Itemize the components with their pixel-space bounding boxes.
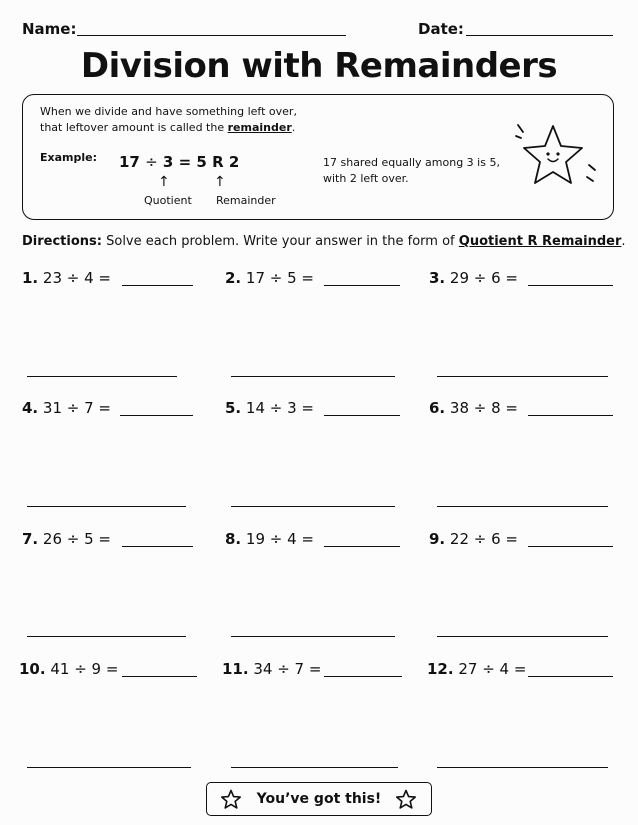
problem-expression: 26 ÷ 5 = [42, 530, 111, 548]
work-line-8[interactable] [231, 636, 395, 637]
problem-expression: 31 ÷ 7 = [42, 399, 111, 417]
answer-line-2[interactable] [324, 285, 400, 286]
remainder-term: remainder [227, 121, 292, 134]
problem-number: 2. [225, 269, 242, 287]
example-divide-sign: ÷ [145, 153, 158, 171]
problem-expression: 17 ÷ 5 = [245, 269, 314, 287]
answer-line-12[interactable] [528, 676, 613, 677]
problem-number: 11. [222, 660, 249, 678]
answer-line-10[interactable] [122, 676, 197, 677]
intro-text [40, 104, 297, 136]
directions-label: Directions: [22, 234, 102, 249]
problem-number: 4. [22, 399, 39, 417]
problem-9 [429, 529, 518, 549]
example-dividend: 17 [119, 153, 140, 171]
problem-6 [429, 398, 518, 418]
problem-expression: 34 ÷ 7 = [253, 660, 322, 678]
work-line-11[interactable] [231, 767, 398, 768]
problem-number: 9. [429, 530, 446, 548]
problem-number: 1. [22, 269, 39, 287]
directions-end: . [621, 234, 626, 249]
problem-11 [222, 659, 321, 679]
problem-4 [22, 398, 111, 418]
problem-expression: 41 ÷ 9 = [50, 660, 119, 678]
explanation-line-2: with 2 left over. [323, 172, 409, 185]
name-label: Name: [22, 20, 77, 38]
intro-line-2-suffix: . [291, 121, 296, 134]
directions-body: Solve each problem. Write your answer in the form of [101, 234, 459, 249]
problem-number: 6. [429, 399, 446, 417]
answer-format: Quotient R Remainder [458, 234, 622, 249]
problem-expression: 38 ÷ 8 = [449, 399, 518, 417]
problem-number: 7. [22, 530, 39, 548]
directions-text [22, 233, 626, 251]
answer-line-6[interactable] [528, 415, 613, 416]
answer-line-3[interactable] [528, 285, 613, 286]
remainder-label: Remainder [216, 194, 276, 207]
answer-line-5[interactable] [324, 415, 400, 416]
problem-7 [22, 529, 111, 549]
answer-line-4[interactable] [120, 415, 193, 416]
problem-5 [225, 398, 314, 418]
problem-expression: 22 ÷ 6 = [449, 530, 518, 548]
work-line-1[interactable] [27, 376, 177, 377]
problem-expression: 23 ÷ 4 = [42, 269, 111, 287]
problem-1 [22, 268, 111, 288]
answer-line-7[interactable] [122, 546, 193, 547]
example-label: Example: [40, 151, 97, 164]
answer-line-9[interactable] [528, 546, 613, 547]
work-line-7[interactable] [27, 636, 186, 637]
intro-line-2-prefix: that leftover amount is called the [40, 121, 228, 134]
example-equation [119, 152, 239, 172]
problem-10 [19, 659, 118, 679]
problem-expression: 29 ÷ 6 = [449, 269, 518, 287]
problem-expression: 27 ÷ 4 = [458, 660, 527, 678]
encouragement-badge [206, 782, 432, 816]
example-divisor: 3 [162, 153, 174, 171]
page-title: Division with Remainders [80, 46, 558, 86]
problem-number: 8. [225, 530, 242, 548]
explanation-line-1: 17 shared equally among 3 is 5, [323, 156, 500, 169]
work-line-3[interactable] [437, 376, 608, 377]
problem-number: 12. [427, 660, 454, 678]
problem-8 [225, 529, 314, 549]
problem-number: 3. [429, 269, 446, 287]
encouragement-text: You’ve got this! [256, 791, 382, 807]
example-answer: 5 R 2 [196, 153, 240, 171]
work-line-4[interactable] [27, 506, 186, 507]
problem-12 [427, 659, 526, 679]
intro-line-2 [40, 120, 297, 136]
work-line-5[interactable] [231, 506, 395, 507]
work-line-6[interactable] [437, 506, 608, 507]
problem-expression: 19 ÷ 4 = [245, 530, 314, 548]
date-label: Date: [418, 20, 464, 38]
work-line-12[interactable] [437, 767, 608, 768]
date-input-line[interactable] [466, 35, 613, 36]
example-explanation [323, 155, 500, 187]
problem-number: 10. [19, 660, 46, 678]
problem-2 [225, 268, 314, 288]
answer-line-11[interactable] [324, 676, 402, 677]
problem-3 [429, 268, 518, 288]
work-line-2[interactable] [231, 376, 395, 377]
problem-expression: 14 ÷ 3 = [245, 399, 314, 417]
smiling-star-icon [509, 115, 601, 197]
example-equals: = [178, 153, 192, 171]
work-line-10[interactable] [27, 767, 191, 768]
remainder-info-box [22, 94, 614, 220]
intro-line-1: When we divide and have something left over, [40, 105, 297, 118]
star-outline-icon [395, 789, 417, 810]
remainder-arrow-icon: ↑ [214, 174, 226, 190]
quotient-label: Quotient [144, 194, 192, 207]
answer-line-8[interactable] [324, 546, 400, 547]
problem-number: 5. [225, 399, 242, 417]
answer-line-1[interactable] [122, 285, 193, 286]
quotient-arrow-icon: ↑ [158, 174, 170, 190]
work-line-9[interactable] [437, 636, 608, 637]
name-input-line[interactable] [77, 35, 346, 36]
